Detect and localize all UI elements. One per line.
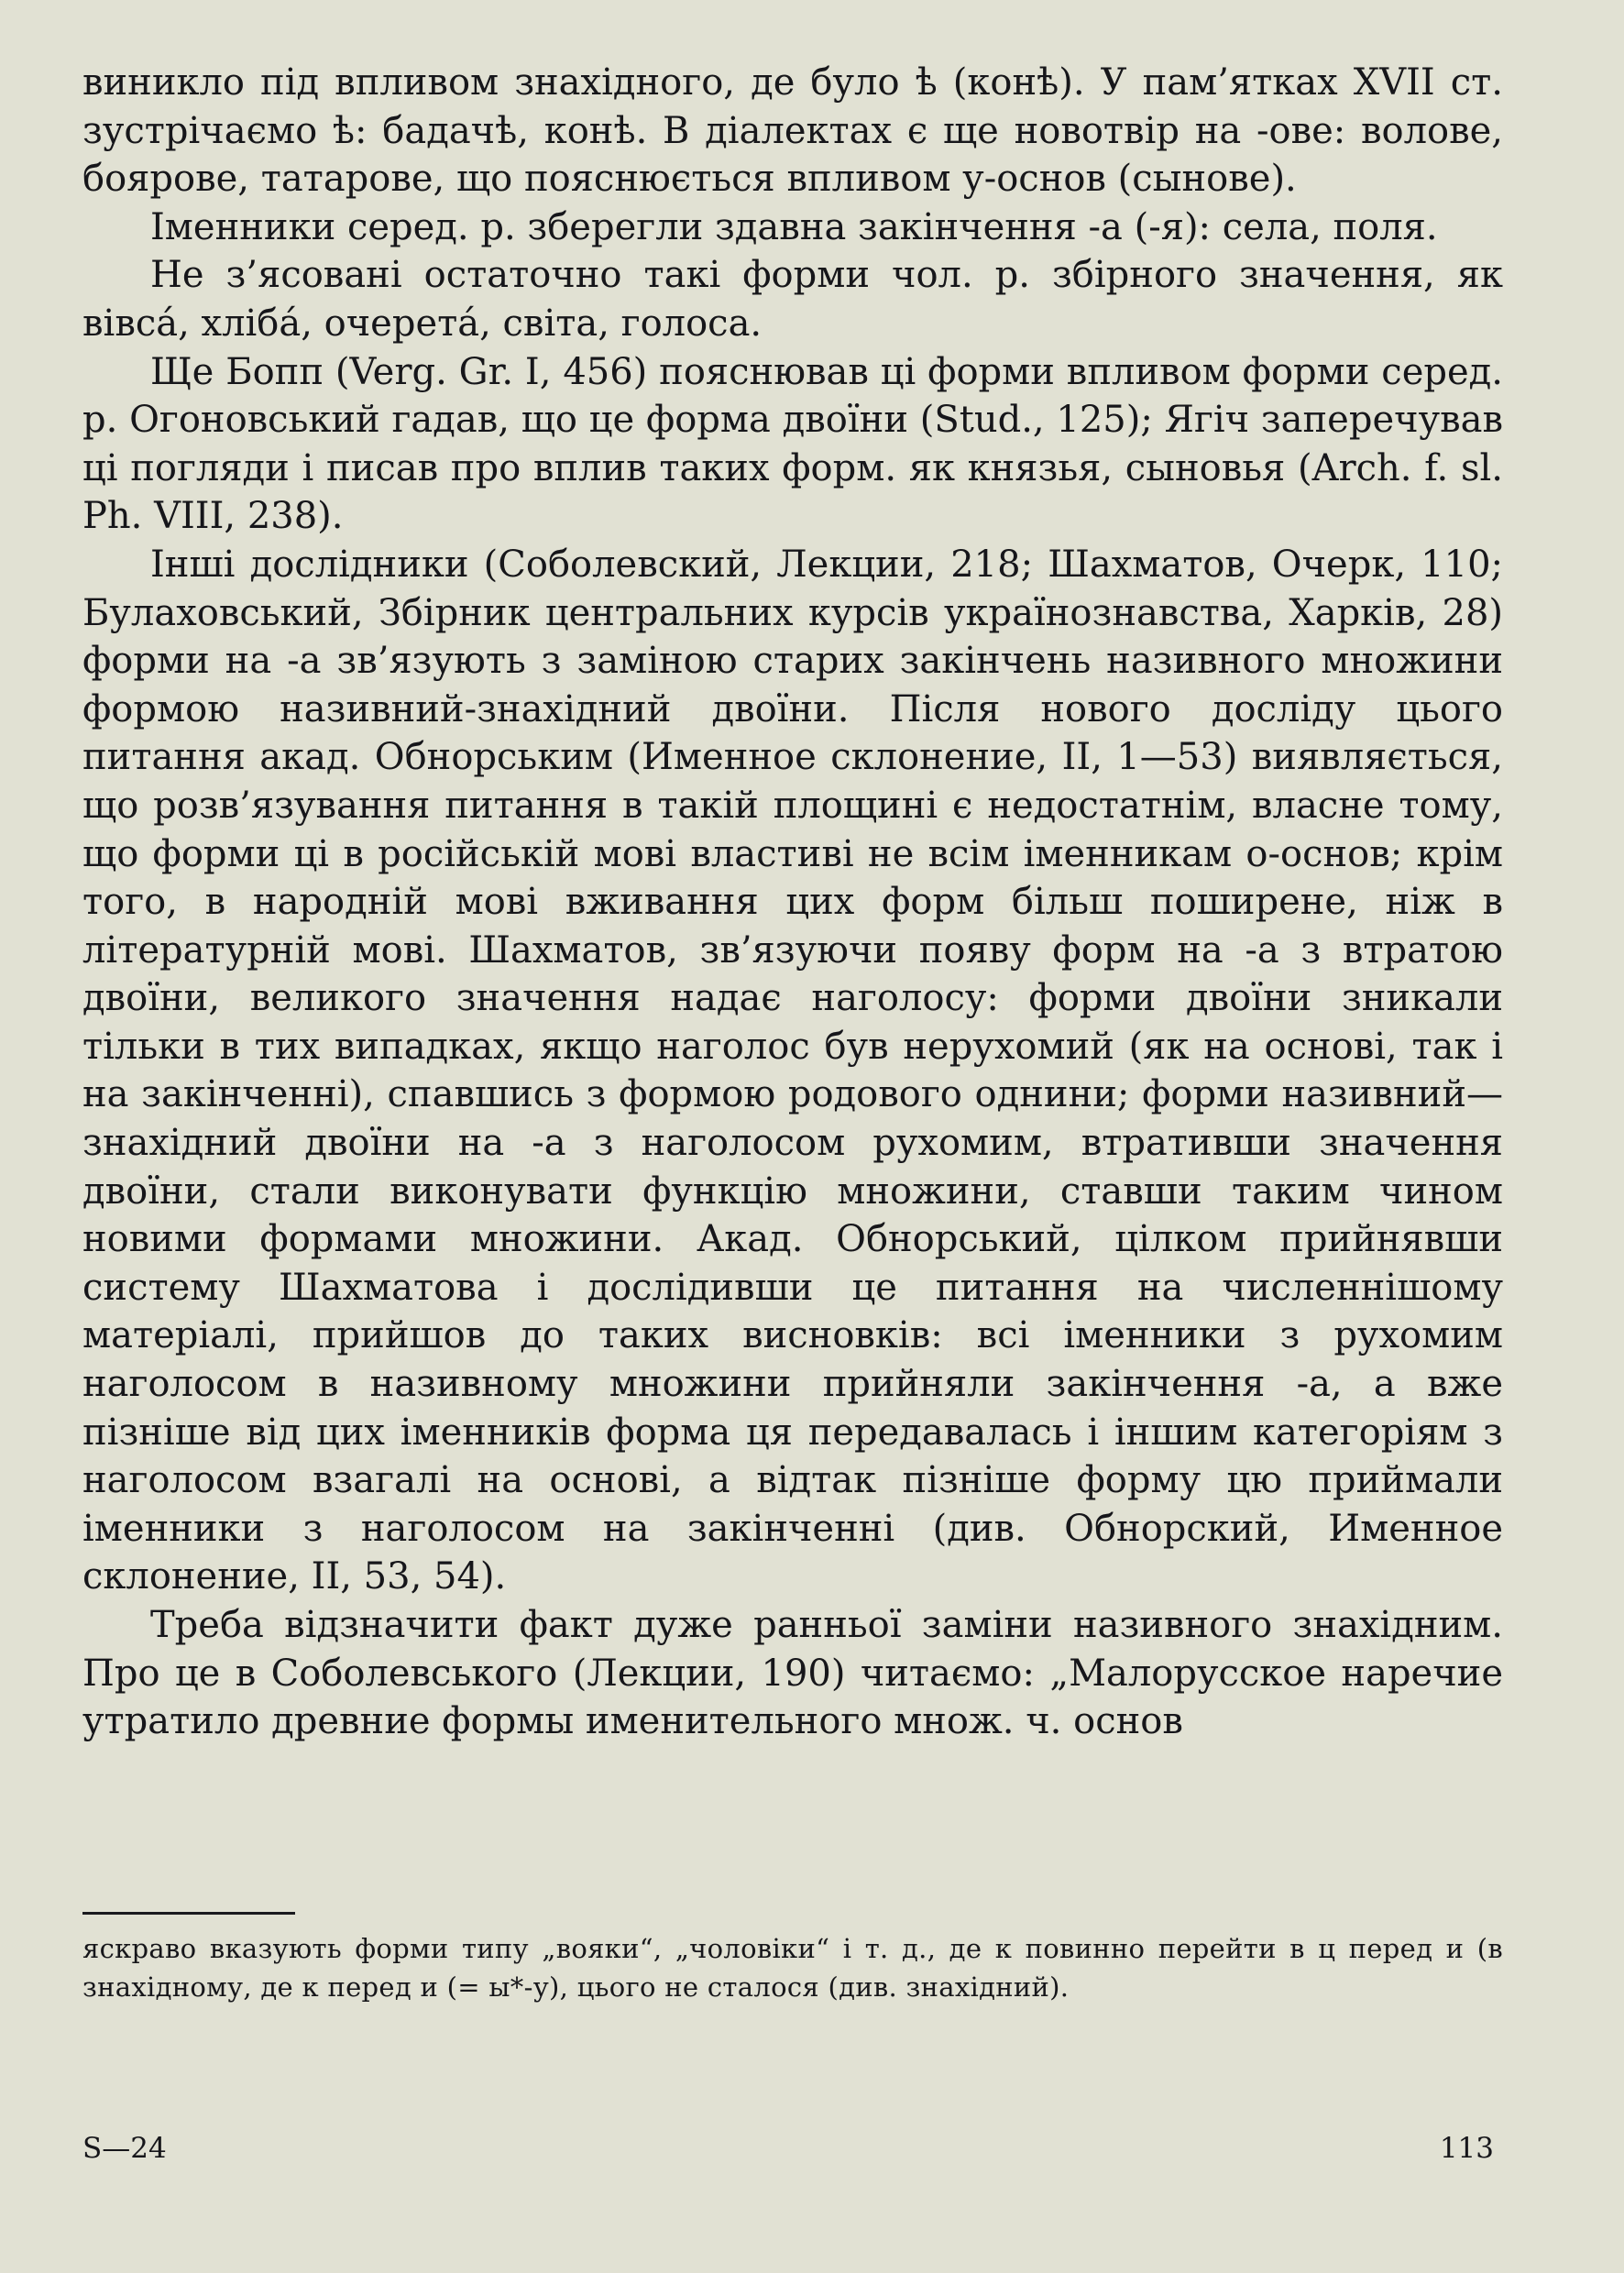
paragraph-4: Ще Бопп (Verg. Gr. I, 456) пояснював ці форми впливом форми серед. р. Огоновський гадав, що це форма двоїни (Stud., 125); Ягіч заперечував ці погляди і писав про вплив таких форм. як князья, сыновья (Arch. f. sl. Ph. VIII, 238). bbox=[82, 350, 1503, 538]
page-number: 113 bbox=[1439, 2132, 1494, 2165]
paragraph-5: Інші дослідники (Соболевский, Лекции, 218; Шахматов, Очерк, 110; Булаховський, Збірник центральних курсів українознавства, Харків, 28) форми на -а зв’язують з заміною старих закінчень називного множини формою називний-знахідний двоїни. Після нового досліду цього питання акад. Обнорським (Именное склонение, II, 1—53) виявляється, що розв’язування питання в такій площині є недостатнім, власне тому, що форми ці в російській мові властиві не всім іменникам о-основ; крім того, в народній мові вживання цих форм більш поширене, ніж в літературній мові. Шахматов, зв’язуючи появу форм на -а з втратою двоїни, великого значення надає наголосу: форми двоїни зникали тільки в тих випадках, якщо наголос був нерухомий (як на основі, так і на закінченні), спавшись з формою родового однини; форми називний—знахідний двоїни на -а з наголосом рухомим, втративши значення двоїни, стали виконувати функцію множини, ставши таким чином новими формами множини. Акад. Обнорський, цілком прийнявши систему Шахматова і дослідивши це питання на численнішому матеріалі, прийшов до таких висновків: всі іменники з рухомим наголосом в називному множини прийняли закінчення -а, а вже пізніше від цих іменників форма ця передавалась і іншим категоріям з наголосом взагалі на основі, а відтак пізніше форму цю приймали іменники з наголосом на закінченні (див. Обнорский, Именное склонение, II, 53, 54). bbox=[82, 543, 1503, 1598]
footnote-divider bbox=[82, 1912, 295, 1915]
paragraph-6: Треба відзначити факт дуже ранньої заміни називного знахідним. Про це в Соболевського (Лекции, 190) читаємо: „Малорусское наречие утратило древние формы именительного множ. ч. основ bbox=[82, 1604, 1503, 1743]
paragraph-1: виникло під впливом знахідного, де було ѣ (конѣ). У пам’ятках XVII ст. зустрічаємо ѣ: бадачѣ, конѣ. В діалектах є ще новотвір на -ове: волове, боярове, татарове, що пояснюється впливом у-основ (сынове). bbox=[82, 61, 1503, 201]
main-text bbox=[82, 59, 1503, 1746]
paragraph-2: Іменники серед. р. зберегли здавна закінчення -а (-я): села, поля. bbox=[150, 205, 1438, 248]
paragraph-3: Не з’ясовані остаточно такі форми чол. р. збірного значення, як вівсá, хлібá, очеретá, світа, голоса. bbox=[82, 254, 1503, 345]
printer-signature: S—24 bbox=[82, 2132, 167, 2165]
footnote: яскраво вказують форми типу „вояки“, „чоловіки“ і т. д., де к повинно перейти в ц перед и (в знахідному, де к перед и (= ы*-у), цього не сталося (див. знахідний). bbox=[82, 1933, 1503, 2003]
